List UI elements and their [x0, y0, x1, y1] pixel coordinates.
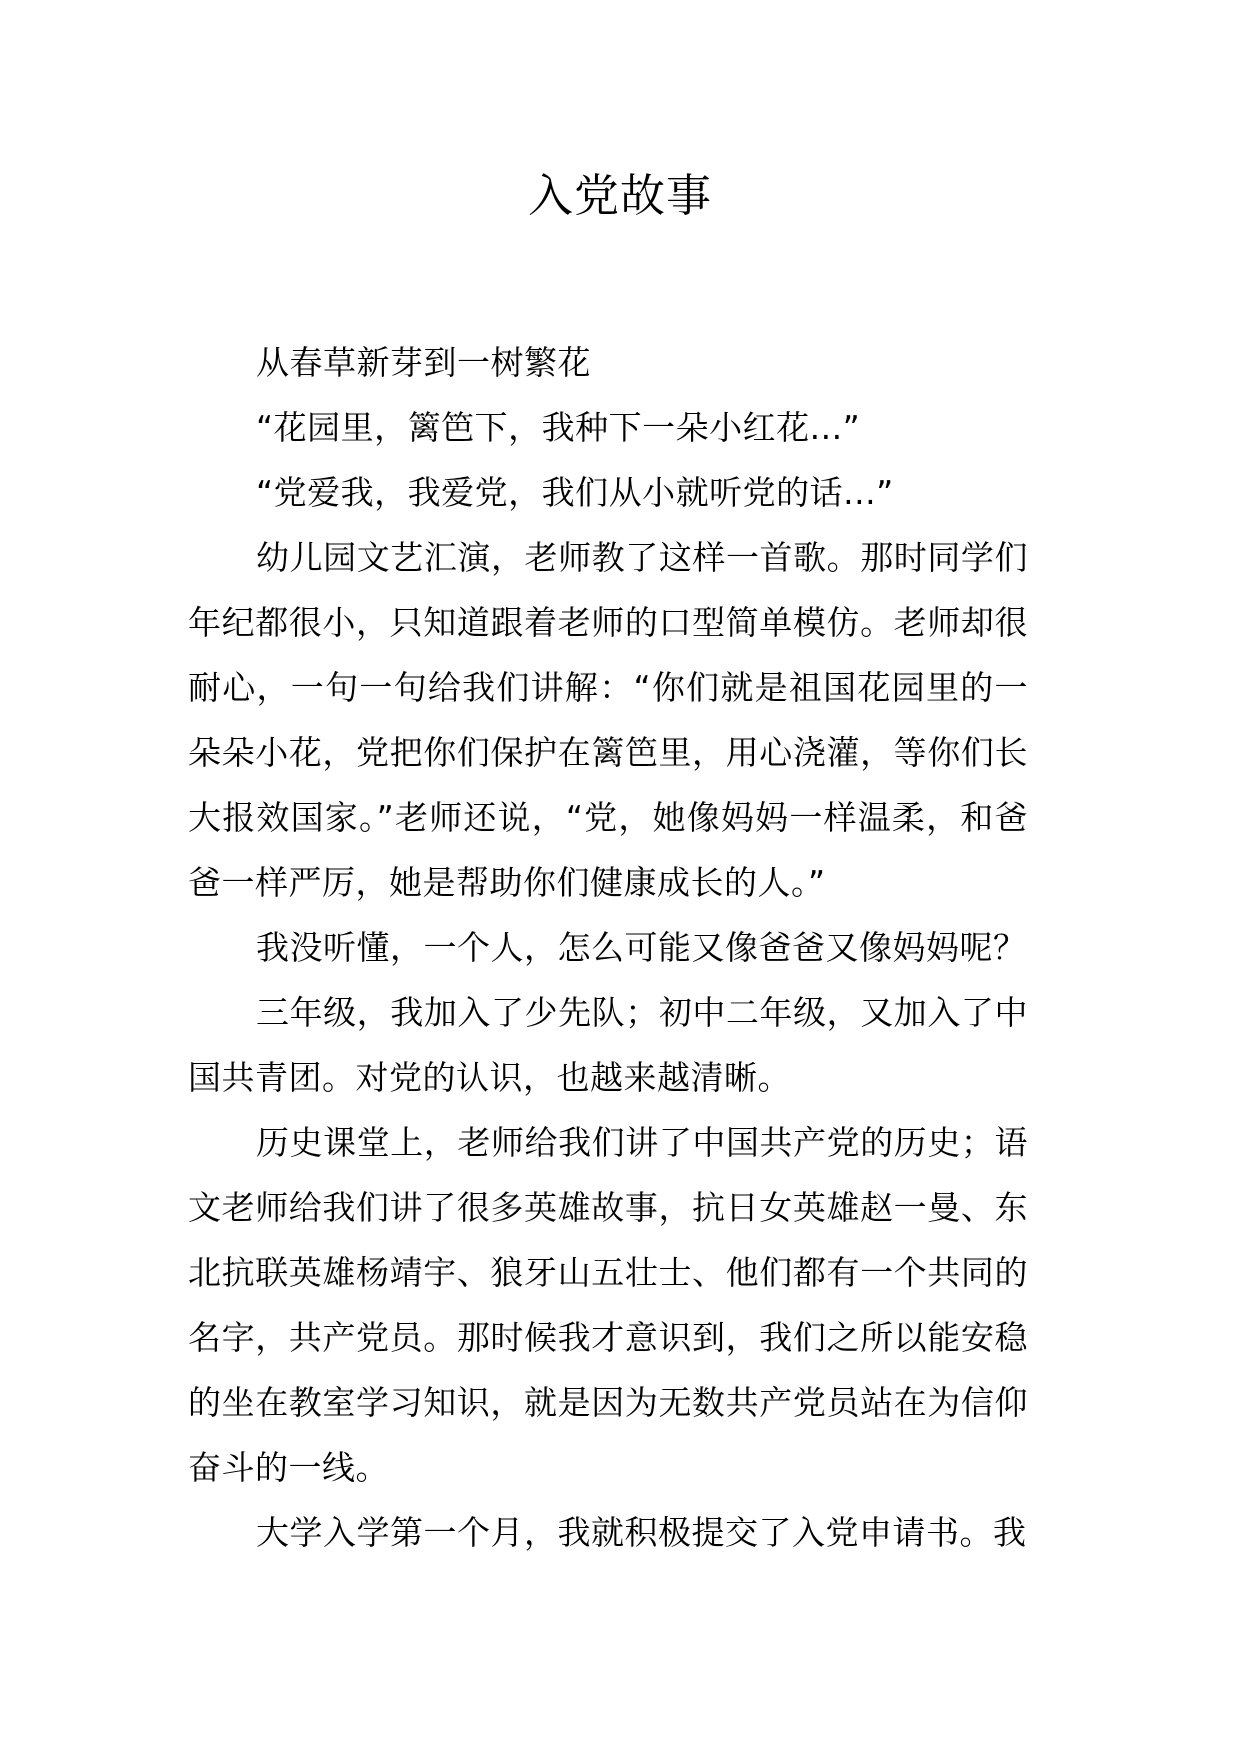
paragraph-song-line-2: “党爱我，我爱党，我们从小就听党的话...” [256, 473, 894, 512]
paragraph-history-class: 历史课堂上，老师给我们讲了中国共产党的历史；语文老师给我们讲了很多英雄故事，抗日女英雄赵一曼、东北抗联英雄杨靖宇、狼牙山五壮士、他们都有一个共同的名字，共产党员。那时候我才意识到，我们之所以能安稳的坐在教室学习知识，就是因为无数共产党员站在为信仰奋斗的一线。 [188, 1123, 1028, 1487]
paragraph-song-line-1: “花园里，篱笆下，我种下一朵小红花...” [256, 408, 861, 447]
document-title: 入党故事 [527, 169, 712, 222]
paragraph-university: 大学入学第一个月，我就积极提交了入党申请书。我 [256, 1513, 1027, 1552]
paragraph-subtitle: 从春草新芽到一树繁花 [256, 343, 591, 382]
paragraph-question: 我没听懂，一个人，怎么可能又像爸爸又像妈妈呢？ [256, 928, 1027, 967]
paragraph-school-years: 三年级，我加入了少先队；初中二年级，又加入了中国共青团。对党的认识，也越来越清晰。 [188, 993, 1028, 1097]
document-body [188, 330, 1028, 1565]
paragraph-kindergarten: 幼儿园文艺汇演，老师教了这样一首歌。那时同学们年纪都很小，只知道跟着老师的口型简单模仿。老师却很耐心，一句一句给我们讲解：“你们就是祖国花园里的一朵朵小花，党把你们保护在篱笆里，用心浇灌，等你们长大报效国家。”老师还说，“党，她像妈妈一样温柔，和爸爸一样严厉，她是帮助你们健康成长的人。” [188, 538, 1028, 902]
